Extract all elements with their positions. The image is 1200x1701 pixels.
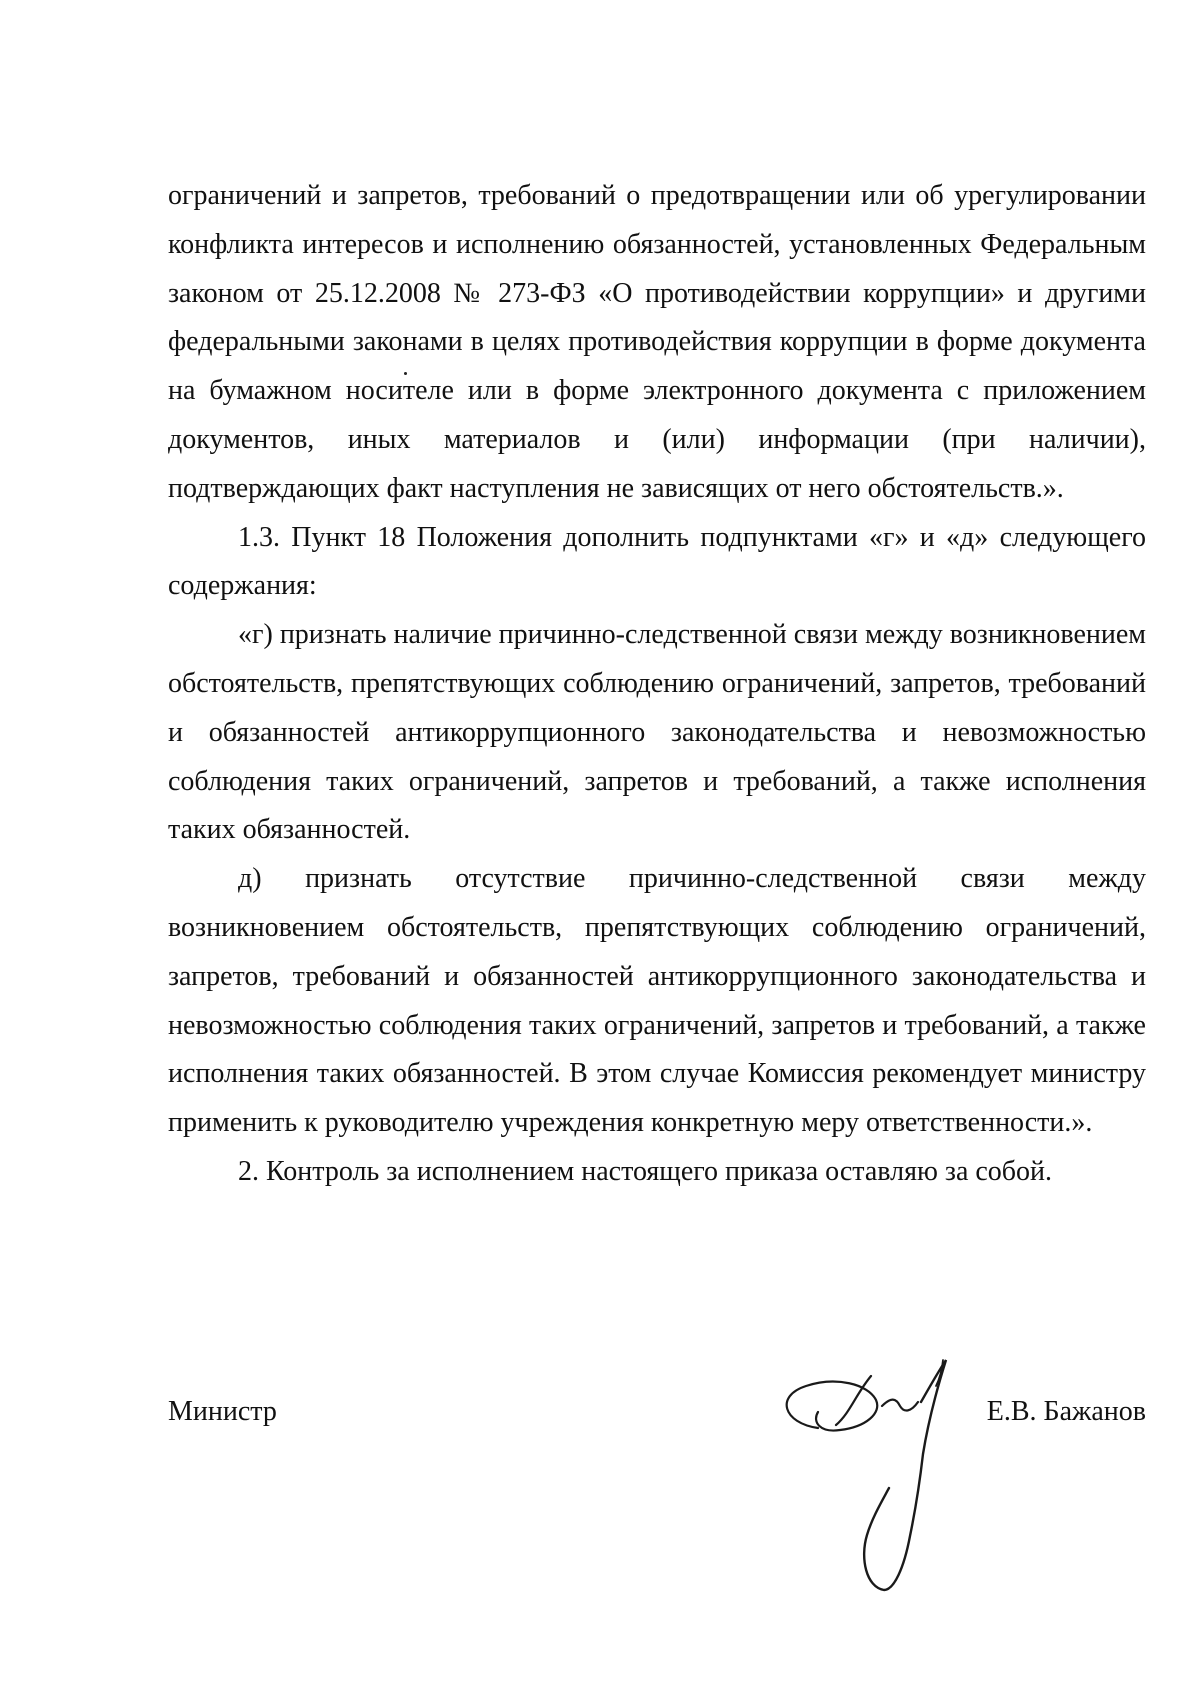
paragraph-subitem-g: «г) признать наличие причинно-следственной связи между возникновением обстоятельств, препятствующих соблюдению ограничений, запретов, требований и обязанностей антикоррупционного законодательства и невозможностью соблюдения таких ограничений, запретов и требований, а также исполнения таких обязанностей.	[168, 619, 1146, 846]
paragraph-item-2: 2. Контроль за исполнением настоящего приказа оставляю за собой.	[238, 1155, 1053, 1187]
signer-name: Е.В. Бажанов	[986, 1396, 1146, 1427]
signature-block	[168, 1360, 1146, 1590]
handwritten-signature	[778, 1358, 998, 1598]
signer-position: Министр	[168, 1396, 277, 1427]
paragraph-subitem-d: д) признать отсутствие причинно-следственной связи между возникновением обстоятельств, препятствующих соблюдению ограничений, запретов, требований и обязанностей антикоррупционного законодательства и невозможностью соблюдения таких ограничений, запретов и требований, а также исполнения таких обязанностей. В этом случае Комиссия рекомендует министру применить к руководителю учреждения конкретную меру ответственности.».	[168, 863, 1146, 1139]
document-body	[168, 172, 1146, 1197]
paragraph-continuation: ограничений и запретов, требований о предотвращении или об урегулировании конфликта интересов и исполнению обязанностей, установленных Федеральным законом от 25.12.2008 № 273-ФЗ «О противодействии коррупции» и другими федеральными законами в целях противодействия коррупции в форме документа на бумажном носителе или в форме электронного документа с приложением документов, иных материалов и (или) информации (при наличии), подтверждающих факт наступления не зависящих от него обстоятельств.».	[168, 180, 1146, 504]
paragraph-item-1-3: 1.3. Пункт 18 Положения дополнить подпунктами «г» и «д» следующего содержания:	[168, 521, 1146, 602]
